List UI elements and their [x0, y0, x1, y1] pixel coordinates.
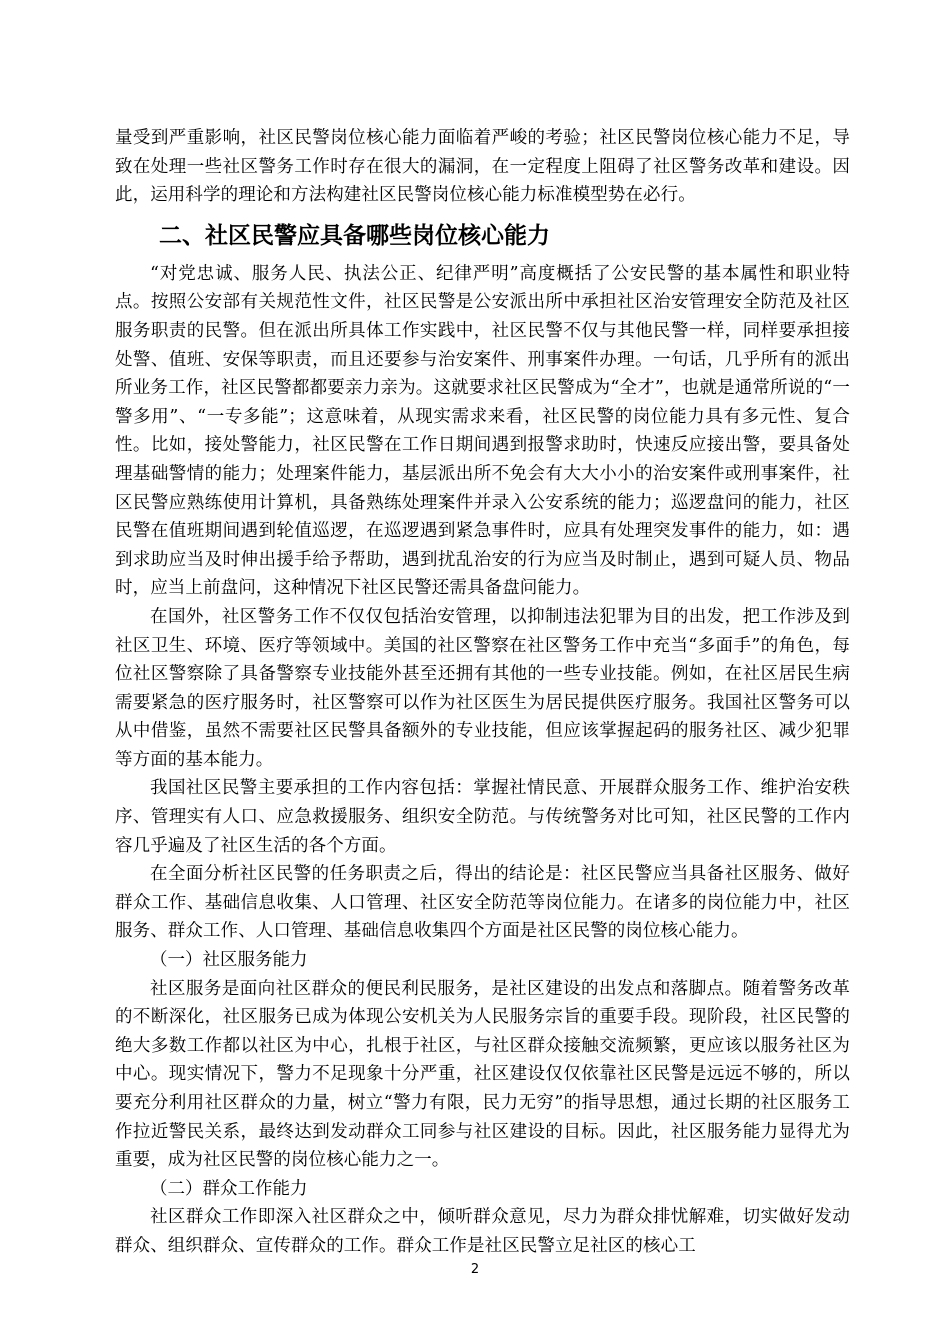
document-page — [115, 124, 850, 1261]
subheading-mass-work: （二）群众工作能力 — [150, 1178, 308, 1199]
paragraph-conclusion: 在全面分析社区民警的任务职责之后，得出的结论是：社区民警应当具备社区服务、做好群众工作、基础信息收集、人口管理、社区安全防范等岗位能力。在诸多的岗位能力中，社区服务、群众工作、人口管理、基础信息收集四个方面是社区民警的岗位核心能力。 — [115, 864, 850, 942]
subheading-community-service: （一）社区服务能力 — [150, 950, 308, 971]
paragraph-foreign-community-policing: 在国外，社区警务工作不仅仅包括治安管理，以抑制违法犯罪为目的出发，把工作涉及到社区卫生、环境、医疗等领域中。美国的社区警察在社区警务工作中充当“多面手”的角色，每位社区警察除了具备警察专业技能外甚至还拥有其他的一些专业技能。例如，在社区居民生病需要紧急的医疗服务时，社区警察可以作为社区医生为居民提供医疗服务。我国社区警务可以从中借鉴，虽然不需要社区民警具备额外的专业技能，但应该掌握起码的服务社区、减少犯罪等方面的基本能力。 — [115, 606, 850, 770]
page-number: 2 — [470, 1262, 480, 1277]
paragraph-police-attributes: “对党忠诚、服务人民、执法公正、纪律严明”高度概括了公安民警的基本属性和职业特点。按照公安部有关规范性文件，社区民警是公安派出所中承担社区治安管理安全防范及社区服务职责的民警。但在派出所具体工作实践中，社区民警不仅与其他民警一样，同样要承担接处警、值班、安保等职责，而且还要参与治安案件、刑事案件办理。一句话，几乎所有的派出所业务工作，社区民警都都要亲力亲为。这就要求社区民警成为“全才”，也就是通常所说的“一警多用”、“一专多能”；这意味着，从现实需求来看，社区民警的岗位能力具有多元性、复合性。比如，接处警能力，社区民警在工作日期间遇到报警求助时，快速反应接出警，要具备处理基础警情的能力；处理案件能力，基层派出所不免会有大大小小的治安案件或刑事案件，社区民警应熟练使用计算机，具备熟练处理案件并录入公安系统的能力；巡逻盘问的能力，社区民警在值班期间遇到轮值巡逻，在巡逻遇到紧急事件时，应具有处理突发事件的能力，如：遇到求助应当及时伸出援手给予帮助，遇到扰乱治安的行为应当及时制止，遇到可疑人员、物品时，应当上前盘问，这种情况下社区民警还需具备盘问能力。 — [115, 263, 850, 599]
paragraph-intro-continuation: 量受到严重影响，社区民警岗位核心能力面临着严峻的考验；社区民警岗位核心能力不足，导致在处理一些社区警务工作时存在很大的漏洞，在一定程度上阻碍了社区警务改革和建设。因此，运用科学的理论和方法构建社区民警岗位核心能力标准模型势在必行。 — [115, 128, 850, 206]
paragraph-mass-work: 社区群众工作即深入社区群众之中，倾听群众意见，尽力为群众排忧解难，切实做好发动群众、组织群众、宣传群众的工作。群众工作是社区民警立足社区的核心工 — [115, 1207, 850, 1256]
section-heading: 二、社区民警应具备哪些岗位核心能力 — [159, 222, 550, 249]
paragraph-community-service: 社区服务是面向社区群众的便民利民服务，是社区建设的出发点和落脚点。随着警务改革的不断深化，社区服务已成为体现公安机关为人民服务宗旨的重要手段。现阶段，社区民警的绝大多数工作都以社区为中心，扎根于社区，与社区群众接触交流频繁，更应该以服务社区为中心。现实情况下，警力不足现象十分严重，社区建设仅仅依靠社区民警是远远不够的，所以要充分利用社区群众的力量，树立“警力有限，民力无穷”的指导思想，通过长期的社区服务工作拉近警民关系，最终达到发动群众工同参与社区建设的目标。因此，社区服务能力显得尤为重要，成为社区民警的岗位核心能力之一。 — [115, 978, 850, 1171]
paragraph-work-content: 我国社区民警主要承担的工作内容包括：掌握社情民意、开展群众服务工作、维护治安秩序、管理实有人口、应急救援服务、组织安全防范。与传统警务对比可知，社区民警的工作内容几乎遍及了社区生活的各个方面。 — [115, 778, 850, 856]
